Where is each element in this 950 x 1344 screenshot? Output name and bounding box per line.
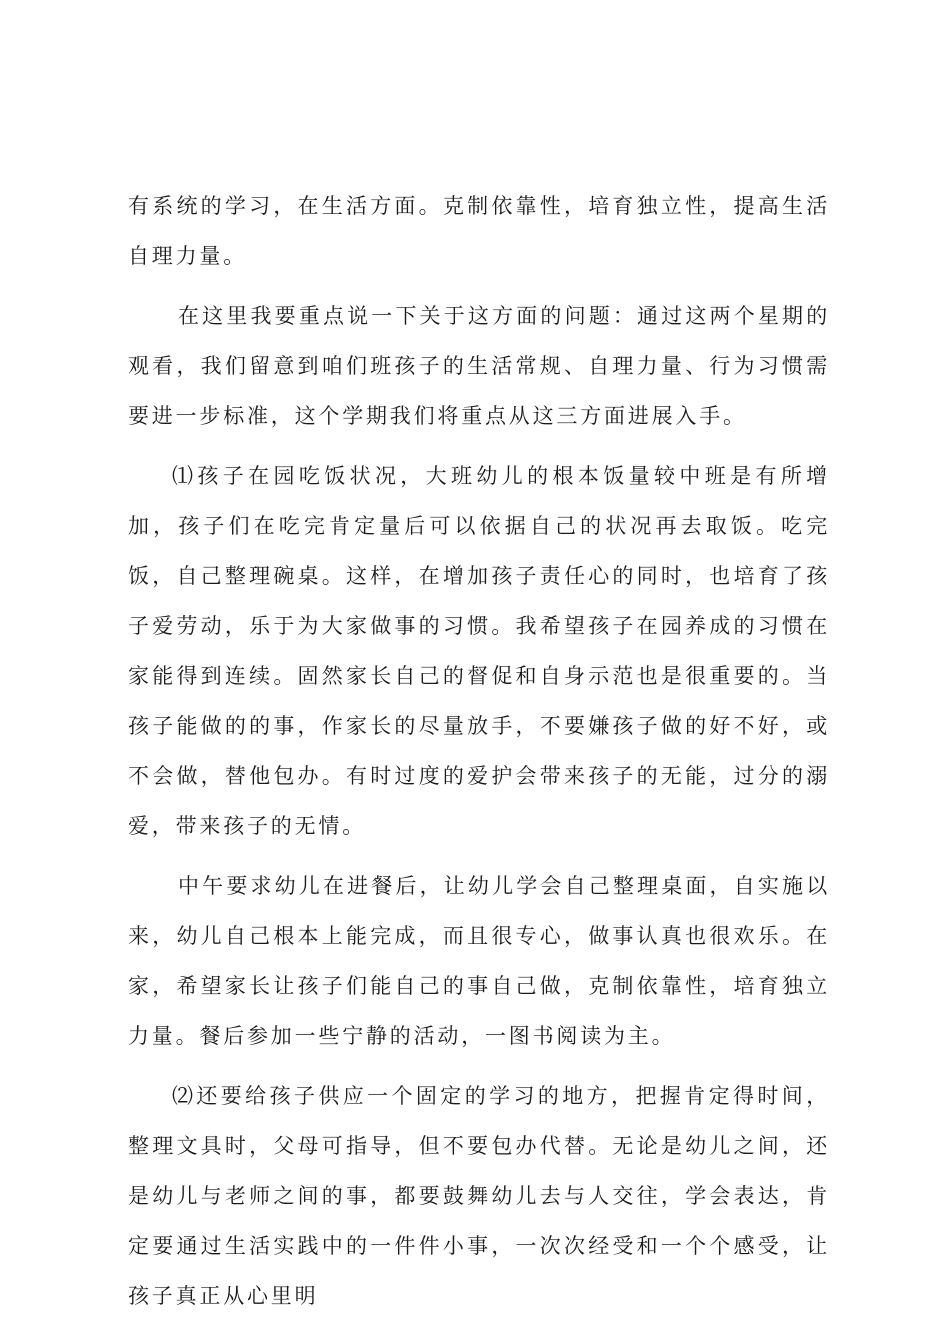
paragraph-focus-intro: 在这里我要重点说一下关于这方面的问题：通过这两个星期的观看，我们留意到咱们班孩子的生活常规、自理力量、行为习惯需要进一步标准，这个学期我们将重点从这三方面进展入手。 <box>128 304 830 428</box>
document-body <box>128 181 830 1331</box>
paragraph-lunch-routine: 中午要求幼儿在进餐后，让幼儿学会自己整理桌面，自实施以来，幼儿自己根本上能完成，而且很专心，做事认真也很欢乐。在家，希望家长让孩子们能自己的事自己做，克制依靠性，培育独立力量。餐后参加一些宁静的活动，一图书阅读为主。 <box>128 874 830 1048</box>
paragraph-item-1-meals: ⑴孩子在园吃饭状况，大班幼儿的根本饭量较中班是有所增加，孩子们在吃完肯定量后可以依据自己的状况再去取饭。吃完饭，自己整理碗桌。这样，在增加孩子责任心的同时，也培育了孩子爱劳动，乐于为大家做事的习惯。我希望孩子在园养成的习惯在家能得到连续。固然家长自己的督促和自身示范也是很重要的。当孩子能做的的事，作家长的尽量放手，不要嫌孩子做的好不好，或不会做，替他包办。有时过度的爱护会带来孩子的无能，过分的溺爱，带来孩子的无情。 <box>128 464 830 838</box>
paragraph-item-2-study-space: ⑵还要给孩子供应一个固定的学习的地方，把握肯定得时间，整理文具时，父母可指导，但不要包办代替。无论是幼儿之间，还是幼儿与老师之间的事，都要鼓舞幼儿去与人交往，学会表达，肯定要通过生活实践中的一件件小事，一次次经受和一个个感受，让孩子真正从心里明 <box>128 1084 830 1308</box>
paragraph-continuation: 有系统的学习，在生活方面。克制依靠性，培育独立性，提高生活自理力量。 <box>128 194 830 268</box>
